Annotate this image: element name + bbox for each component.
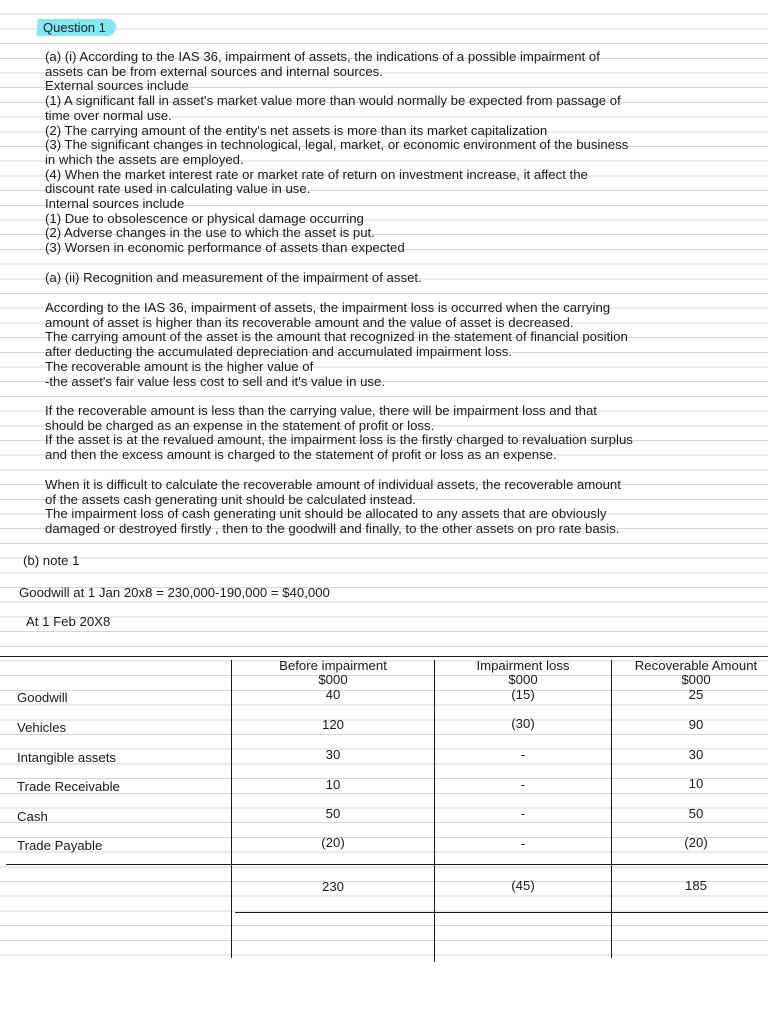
table-cell: 90	[688, 717, 704, 732]
text-line: (4) When the market interest rate or market rate of return on investment increase, it affect the	[45, 166, 588, 182]
row-label: Trade Receivable	[17, 779, 120, 794]
column-heading: Impairment loss	[476, 658, 570, 673]
total-cell: (45)	[511, 878, 535, 893]
row-label: Vehicles	[17, 720, 67, 735]
note-b-heading: (b) note 1	[23, 553, 80, 568]
text-line: If the asset is at the revalued amount, the impairment loss is the firstly charged to revaluation surplus	[45, 432, 633, 448]
total-cell: 230	[321, 879, 344, 894]
subtotal-rule	[6, 864, 768, 865]
text-line: The recoverable amount is the higher value of	[45, 358, 314, 374]
paragraph-impairment-loss	[45, 404, 745, 463]
text-line: Internal sources include	[45, 196, 185, 212]
paragraph-recognition	[45, 301, 745, 389]
text-line: External sources include	[45, 78, 189, 94]
text-line: in which the assets are employed.	[45, 151, 244, 167]
table-cell: (20)	[321, 835, 345, 850]
text-line: According to the IAS 36, impairment of assets, the impairment loss is occurred when the carrying	[45, 300, 611, 315]
text-line: should be charged as an expense in the statement of profit or loss.	[45, 417, 435, 433]
row-label: Cash	[17, 809, 48, 824]
table-cell: 10	[325, 777, 341, 792]
table-cell: -	[520, 806, 526, 821]
text-line: assets can be from external sources and internal sources.	[45, 63, 383, 79]
text-line: damaged or destroyed firstly , then to the goodwill and finally, to the other assets on pro rate basis.	[45, 521, 620, 537]
table-cell: (30)	[511, 716, 535, 731]
text-line: amount of asset is higher than its recoverable amount and the value of asset is decreased.	[45, 314, 574, 330]
text-line: (a) (i) According to the IAS 36, impairment of assets, the indications of a possible impairment of	[45, 49, 600, 64]
table-cell: -	[520, 747, 526, 762]
row-label: Intangible assets	[17, 750, 116, 765]
table-top-rule	[0, 656, 768, 657]
text-line: When it is difficult to calculate the recoverable amount of individual assets, the recoverable amount	[45, 477, 621, 492]
question-title-highlight	[36, 19, 116, 36]
column-heading: Before impairment	[279, 658, 387, 673]
text-line: (2) Adverse changes in the use to which the asset is put.	[45, 225, 375, 241]
text-line: (3) The significant changes in technological, legal, market, or economic environment of the business	[45, 137, 629, 153]
table-cell: 30	[688, 747, 704, 762]
table-cell: 10	[688, 776, 704, 791]
text-line: The impairment loss of cash generating unit should be allocated to any assets that are obviously	[45, 506, 607, 522]
text-line: (3) Worsen in economic performance of assets than expected	[45, 240, 405, 256]
text-line: discount rate used in calculating value in use.	[45, 181, 311, 197]
text-line: after deducting the accumulated depreciation and accumulated impairment loss.	[45, 344, 512, 360]
text-line: If the recoverable amount is less than the carrying value, there will be impairment loss and that	[45, 403, 597, 418]
section-a-i	[45, 50, 745, 256]
text-line: -the asset's fair value less cost to sell and it's value in use.	[45, 373, 386, 389]
text-line: (1) Due to obsolescence or physical damage occurring	[45, 210, 364, 226]
text-line: (1) A significant fall in asset's market value more than would normally be expected from passage of	[45, 93, 621, 109]
row-label: Trade Payable	[17, 838, 103, 853]
table-cell: (15)	[511, 687, 535, 702]
table-cell: 25	[688, 687, 704, 702]
table-cell: -	[520, 836, 526, 851]
date-label: At 1 Feb 20X8	[26, 614, 111, 629]
text-line: The carrying amount of the asset is the amount that recognized in the statement of financial position	[45, 329, 628, 345]
total-rule	[235, 912, 768, 913]
text-line: time over normal use.	[45, 107, 172, 123]
column-heading: Recoverable Amount	[634, 658, 758, 673]
table-cell: 120	[321, 717, 344, 732]
section-a-ii-heading	[45, 271, 745, 286]
text-line: and then the excess amount is charged to the statement of profit or loss as an expense.	[45, 447, 557, 463]
table-cell: 50	[688, 806, 704, 821]
text-line: (a) (ii) Recognition and measurement of the impairment of asset.	[45, 270, 422, 285]
table-cell: 50	[325, 806, 341, 821]
column-unit: $000	[318, 672, 348, 687]
table-cell: 30	[325, 747, 341, 762]
paragraph-cash-generating-unit	[45, 478, 745, 537]
text-line: (2) The carrying amount of the entity's net assets is more than its market capitalization	[45, 122, 548, 138]
row-label: Goodwill	[17, 690, 68, 705]
column-unit: $000	[508, 672, 538, 687]
table-cell: 40	[325, 687, 341, 702]
goodwill-calculation: Goodwill at 1 Jan 20x8 = 230,000-190,000 = $40,000	[19, 585, 330, 600]
column-unit: $000	[681, 672, 711, 687]
table-cell: -	[520, 777, 526, 792]
total-cell: 185	[684, 878, 707, 893]
text-line: of the assets cash generating unit should be calculated instead.	[45, 491, 416, 507]
table-cell: (20)	[684, 835, 708, 850]
page-bottom	[0, 965, 768, 1024]
question-title: Question 1	[43, 20, 106, 35]
